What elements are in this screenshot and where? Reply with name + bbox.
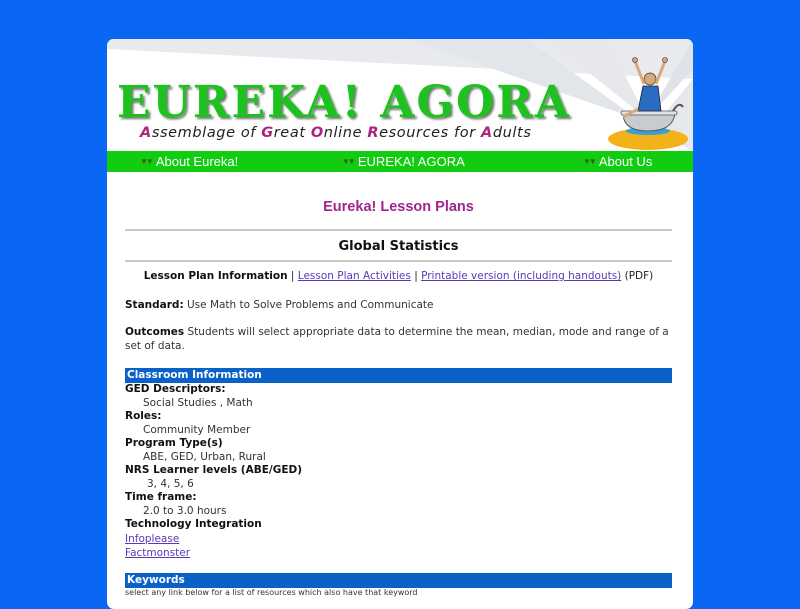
time-frame-label: Time frame:	[125, 491, 197, 503]
double-arrow-icon: ▼▼	[342, 157, 354, 166]
standard-text: Use Math to Solve Problems and Communicate	[186, 299, 434, 311]
section-title: Eureka! Lesson Plans	[323, 199, 474, 215]
keywords-header: Keywords	[125, 573, 672, 588]
nav-about-us[interactable]	[583, 154, 652, 169]
divider	[125, 260, 672, 262]
nav-label: About Us	[598, 154, 653, 169]
lesson-title: Global Statistics	[338, 239, 459, 254]
keywords-hint: select any link below for a list of resources which also have that keyword	[125, 587, 418, 597]
program-type-label: Program Type(s)	[125, 437, 223, 449]
nrs-levels-label: NRS Learner levels (ABE/GED)	[125, 464, 303, 476]
infoplease-link[interactable]: Infoplease	[125, 532, 180, 545]
tab-lesson-plan-activities[interactable]: Lesson Plan Activities	[297, 270, 411, 282]
site-logo-subtitle	[140, 125, 532, 141]
subtitle-part: esources for	[379, 125, 481, 141]
standard-row	[125, 298, 672, 312]
outcomes-row	[125, 325, 672, 353]
lesson-tabs	[125, 270, 672, 282]
subtitle-part: A	[481, 125, 493, 141]
technology-integration-label: Technology Integration	[125, 518, 262, 530]
double-arrow-icon: ▼▼	[140, 157, 152, 166]
subtitle-part: reat	[273, 125, 311, 141]
nav-label: EUREKA! AGORA	[357, 154, 465, 169]
main-nav	[107, 151, 693, 172]
printable-version-link[interactable]: Printable version (including handouts)	[421, 270, 622, 282]
nav-label: About Eureka!	[155, 154, 239, 169]
separator: |	[290, 270, 295, 282]
subtitle-part: nline	[323, 125, 368, 141]
ged-descriptors-label: GED Descriptors:	[125, 383, 226, 395]
nav-eureka-agora[interactable]	[342, 154, 465, 169]
outcomes-text: Students will select appropriate data to determine the mean, median, mode and range of a set of data.	[125, 326, 669, 352]
separator: |	[414, 270, 418, 282]
pdf-note: (PDF)	[624, 270, 654, 282]
subtitle-part: ssemblage of	[151, 125, 262, 141]
site-banner	[107, 39, 693, 151]
nav-about-eureka[interactable]	[140, 154, 238, 169]
subtitle-part: A	[140, 125, 152, 141]
subtitle-part: dults	[492, 125, 532, 141]
archimedes-bathtub-icon	[593, 51, 693, 151]
roles-value: Community Member	[143, 423, 251, 436]
subtitle-part: R	[367, 125, 380, 141]
double-arrow-icon: ▼▼	[583, 157, 595, 166]
roles-label: Roles:	[125, 410, 162, 422]
factmonster-link[interactable]: Factmonster	[125, 546, 191, 559]
ged-descriptors-value: Social Studies , Math	[143, 396, 253, 409]
main-content	[107, 199, 693, 598]
classroom-information-header: Classroom Information	[125, 368, 672, 383]
subtitle-part: O	[310, 125, 324, 141]
program-type-value: ABE, GED, Urban, Rural	[143, 450, 266, 463]
nrs-levels-value: 3, 4, 5, 6	[147, 477, 194, 490]
page-container	[107, 39, 693, 609]
outcomes-label: Outcomes	[125, 326, 185, 338]
site-logo-title: EUREKA! AGORA	[117, 77, 571, 128]
standard-label: Standard:	[125, 299, 184, 311]
subtitle-part: G	[261, 125, 274, 141]
tab-lesson-plan-information: Lesson Plan Information	[143, 270, 288, 282]
time-frame-value: 2.0 to 3.0 hours	[143, 504, 227, 517]
